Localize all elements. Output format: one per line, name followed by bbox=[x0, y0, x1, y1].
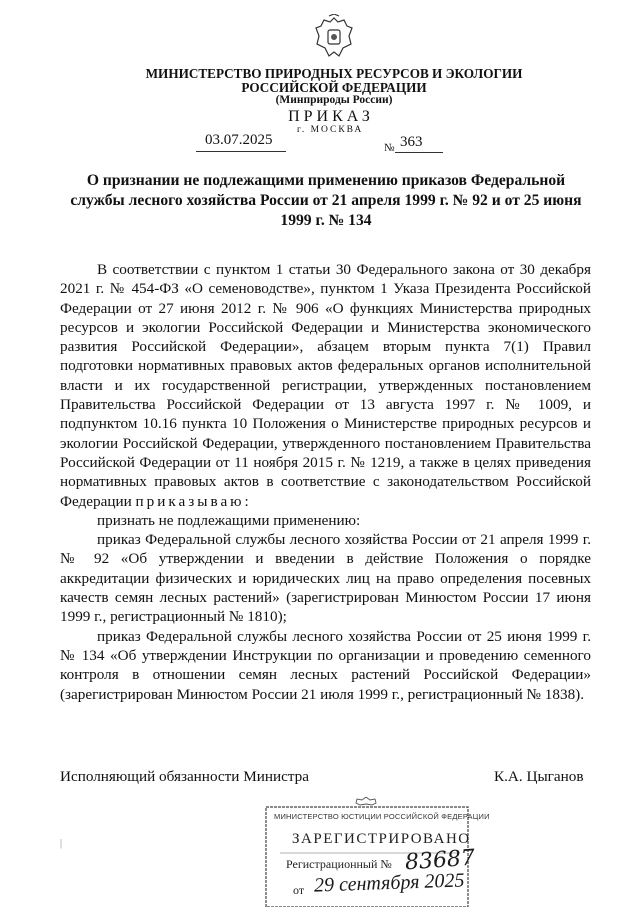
order-city: г. МОСКВА bbox=[297, 125, 364, 135]
order-title: О признании не подлежащими применению приказов Федеральной службы лесного хозяйства России от 21 апреля 1999 г. № 92 и от 25 июня 1999 г. № 134 bbox=[70, 172, 582, 229]
stamp-from-label: от bbox=[293, 883, 305, 897]
stamp-reg-number-label: Регистрационный № bbox=[286, 857, 392, 871]
order-body bbox=[60, 260, 591, 704]
signatory-position: Исполняющий обязанности Министра bbox=[60, 768, 309, 785]
number-underline bbox=[395, 152, 443, 153]
stamp-emblem-icon bbox=[356, 797, 376, 805]
stamp-registered-label: ЗАРЕГИСТРИРОВАНО bbox=[292, 831, 471, 847]
ministry-name-line2: РОССИЙСКОЙ ФЕДЕРАЦИИ bbox=[241, 80, 427, 95]
preamble-paragraph bbox=[60, 260, 591, 511]
date-underline bbox=[196, 151, 286, 152]
resolve-paragraph: признать не подлежащими применению: bbox=[97, 511, 361, 529]
ministry-short-name: (Минприроды России) bbox=[275, 94, 393, 106]
stamp-ministry-line: МИНИСТЕРСТВО ЮСТИЦИИ РОССИЙСКОЙ ФЕДЕРАЦИИ bbox=[274, 812, 490, 821]
number-sign: № bbox=[384, 142, 395, 154]
preamble-text: В соответствии с пунктом 1 статьи 30 Федерального закона от 30 декабря 2021 г. № 454-ФЗ «О семеноводстве», пунктом 1 Указа Президента Российской Федерации от 27 июня 2012 г. № 906 «О функциях Министерства природных ресурсов и экологии Российской Федерации и Министерства экономического развития Российской Федерации», абзацем вторым пункта 7(1) Правил подготовки нормативных правовых актов федеральных органов исполнительной власти и их государственной регистрации, утвержденных постановлением Правительства Российской Федерации от 13 августа 1997 г. № 1009, и подпунктом 10.16 пункта 10 Положения о Министерстве природных ресурсов и экологии Российской Федерации, утвержденного постановлением Правительства Российской Федерации от 11 ноября 2015 г. № 1219, а также в целях приведения нормативных правовых актов в соответствие с законодательством Российской Федерации bbox=[60, 261, 591, 510]
order-date: 03.07.2025 bbox=[205, 132, 273, 148]
repealed-item-2: приказ Федеральной службы лесного хозяйства России от 25 июня 1999 г. № 134 «Об утверждении Инструкции по организации и проведению семенного контроля в отношении семян лесных растений Российской Федерации» (зарегистрирован Минюстом России 21 июля 1999 г., регистрационный № 1838). bbox=[60, 627, 591, 703]
order-number: 363 bbox=[400, 134, 423, 150]
signatory-name: К.А. Цыганов bbox=[494, 768, 584, 785]
side-mark: | bbox=[60, 838, 63, 849]
document-type: ПРИКАЗ bbox=[288, 108, 374, 125]
stamp-reg-date: 29 сентября 2025 bbox=[313, 869, 465, 897]
ministry-name-line1: МИНИСТЕРСТВО ПРИРОДНЫХ РЕСУРСОВ И ЭКОЛОГИИ bbox=[145, 66, 523, 81]
order-word: приказываю: bbox=[135, 492, 252, 510]
stamp-reg-number: 83687 bbox=[404, 845, 476, 876]
coat-of-arms-emblem-icon bbox=[313, 14, 355, 60]
repealed-item-1: приказ Федеральной службы лесного хозяйства России от 21 апреля 1999 г. № 92 «Об утверждении и введении в действие Положения о порядке аккредитации физических и юридических лиц на право определения посевных качеств семян лесных растений» (зарегистрирован Минюстом России 17 июня 1999 г., регистрационный № 1810); bbox=[60, 531, 591, 626]
